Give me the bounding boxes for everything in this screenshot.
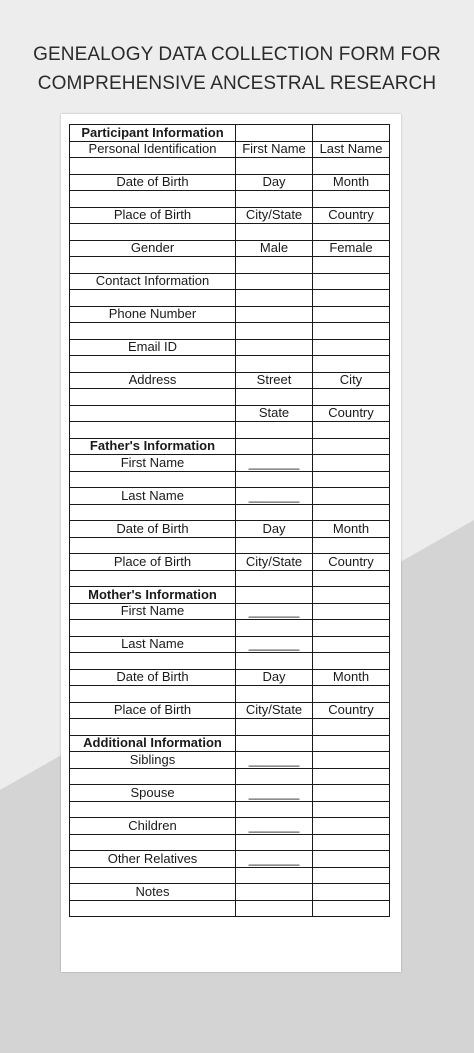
entry-cell[interactable]: [313, 801, 390, 818]
field-sub-label: Day: [236, 174, 313, 191]
field-sub-label[interactable]: [236, 884, 313, 901]
entry-cell[interactable]: [236, 504, 313, 521]
field-sub-label[interactable]: [313, 851, 390, 868]
entry-cell[interactable]: [236, 257, 313, 274]
entry-cell[interactable]: [70, 801, 236, 818]
field-sub-label[interactable]: [236, 273, 313, 290]
entry-cell[interactable]: [313, 768, 390, 785]
field-sub-label[interactable]: [313, 603, 390, 620]
entry-row: [70, 356, 390, 373]
field-label: Other Relatives: [70, 851, 236, 868]
entry-cell[interactable]: [313, 323, 390, 340]
entry-row: [70, 620, 390, 637]
entry-cell[interactable]: [236, 471, 313, 488]
field-row: [70, 636, 390, 653]
entry-row: [70, 389, 390, 406]
section-header-row: [70, 438, 390, 455]
entry-cell[interactable]: [236, 900, 313, 917]
entry-cell[interactable]: [313, 504, 390, 521]
entry-cell[interactable]: [236, 290, 313, 307]
entry-row: [70, 834, 390, 851]
field-row: [70, 603, 390, 620]
entry-row: [70, 257, 390, 274]
field-sub-label[interactable]: [236, 339, 313, 356]
field-row: [70, 339, 390, 356]
entry-cell[interactable]: [236, 620, 313, 637]
field-sub-label[interactable]: [313, 785, 390, 802]
field-label: Last Name: [70, 488, 236, 505]
entry-cell[interactable]: [313, 653, 390, 670]
entry-cell[interactable]: [236, 570, 313, 587]
entry-cell[interactable]: [313, 191, 390, 208]
entry-cell[interactable]: [313, 620, 390, 637]
section-title: Mother's Information: [70, 587, 236, 604]
entry-row: [70, 768, 390, 785]
entry-row: [70, 224, 390, 241]
field-sub-label[interactable]: [313, 306, 390, 323]
field-row: [70, 306, 390, 323]
field-row: [70, 818, 390, 835]
field-row: [70, 669, 390, 686]
field-sub-label: Month: [313, 669, 390, 686]
entry-cell[interactable]: [70, 504, 236, 521]
field-sub-label: Country: [313, 702, 390, 719]
field-label: Place of Birth: [70, 702, 236, 719]
entry-row: [70, 504, 390, 521]
field-sub-label[interactable]: [313, 884, 390, 901]
entry-cell[interactable]: [236, 158, 313, 175]
entry-cell[interactable]: [70, 719, 236, 736]
field-label: Spouse: [70, 785, 236, 802]
entry-row: [70, 191, 390, 208]
field-sub-label[interactable]: [313, 735, 390, 752]
field-sub-label[interactable]: [313, 339, 390, 356]
field-sub-label: Day: [236, 669, 313, 686]
field-label: Last Name: [70, 636, 236, 653]
entry-cell[interactable]: [70, 620, 236, 637]
field-row: [70, 488, 390, 505]
field-sub-label: Day: [236, 521, 313, 538]
field-sub-label: City/State: [236, 207, 313, 224]
entry-cell[interactable]: [70, 900, 236, 917]
field-label: Address: [70, 372, 236, 389]
field-label: Place of Birth: [70, 207, 236, 224]
entry-row: [70, 653, 390, 670]
field-label: Notes: [70, 884, 236, 901]
entry-cell[interactable]: [236, 834, 313, 851]
field-row: [70, 240, 390, 257]
entry-cell[interactable]: [236, 801, 313, 818]
entry-cell[interactable]: [313, 158, 390, 175]
entry-cell[interactable]: [236, 537, 313, 554]
section-header-row: [70, 587, 390, 604]
entry-cell[interactable]: [70, 768, 236, 785]
entry-cell[interactable]: [313, 537, 390, 554]
entry-cell[interactable]: [313, 422, 390, 439]
field-row: [70, 372, 390, 389]
field-label: Gender: [70, 240, 236, 257]
field-sub-label: _______: [236, 818, 313, 835]
entry-cell[interactable]: [70, 537, 236, 554]
field-sub-label[interactable]: [313, 587, 390, 604]
field-row: [70, 455, 390, 472]
entry-cell[interactable]: [236, 653, 313, 670]
title-line-1: GENEALOGY DATA COLLECTION FORM FOR: [33, 44, 441, 65]
field-sub-label: _______: [236, 785, 313, 802]
field-sub-label[interactable]: [236, 125, 313, 142]
entry-cell[interactable]: [70, 389, 236, 406]
entry-cell[interactable]: [236, 719, 313, 736]
field-label: Place of Birth: [70, 554, 236, 571]
entry-row: [70, 158, 390, 175]
field-sub-label: _______: [236, 752, 313, 769]
field-sub-label: Month: [313, 174, 390, 191]
field-sub-label: State: [236, 405, 313, 422]
field-label: Phone Number: [70, 306, 236, 323]
field-sub-label[interactable]: [313, 125, 390, 142]
entry-row: [70, 323, 390, 340]
entry-cell[interactable]: [236, 686, 313, 703]
entry-cell[interactable]: [236, 867, 313, 884]
genealogy-form-table: [69, 124, 390, 917]
field-sub-label: Street: [236, 372, 313, 389]
entry-row: [70, 686, 390, 703]
field-sub-label[interactable]: [236, 735, 313, 752]
entry-cell[interactable]: [236, 323, 313, 340]
field-sub-label: _______: [236, 851, 313, 868]
entry-cell[interactable]: [313, 834, 390, 851]
entry-row: [70, 900, 390, 917]
field-label: First Name: [70, 455, 236, 472]
entry-cell[interactable]: [70, 867, 236, 884]
entry-cell[interactable]: [70, 290, 236, 307]
section-header-row: [70, 125, 390, 142]
entry-row: [70, 867, 390, 884]
entry-cell[interactable]: [313, 867, 390, 884]
section-title: Participant Information: [70, 125, 236, 142]
entry-cell[interactable]: [313, 570, 390, 587]
field-label: Personal Identification: [70, 141, 236, 158]
field-label: Siblings: [70, 752, 236, 769]
field-sub-label: _______: [236, 603, 313, 620]
section-title: Additional Information: [70, 735, 236, 752]
field-sub-label: First Name: [236, 141, 313, 158]
entry-row: [70, 471, 390, 488]
field-row: [70, 273, 390, 290]
field-row: [70, 405, 390, 422]
field-sub-label[interactable]: [313, 752, 390, 769]
field-sub-label[interactable]: [313, 818, 390, 835]
entry-cell[interactable]: [70, 191, 236, 208]
field-sub-label: City/State: [236, 702, 313, 719]
page-title: [0, 40, 474, 98]
field-row: [70, 785, 390, 802]
field-sub-label: Female: [313, 240, 390, 257]
entry-cell[interactable]: [70, 257, 236, 274]
field-sub-label: _______: [236, 488, 313, 505]
entry-cell[interactable]: [313, 257, 390, 274]
field-sub-label[interactable]: [236, 587, 313, 604]
entry-cell[interactable]: [70, 471, 236, 488]
section-title: Father's Information: [70, 438, 236, 455]
entry-row: [70, 537, 390, 554]
entry-cell[interactable]: [313, 686, 390, 703]
entry-cell[interactable]: [70, 686, 236, 703]
entry-cell[interactable]: [70, 422, 236, 439]
entry-row: [70, 719, 390, 736]
entry-cell[interactable]: [70, 158, 236, 175]
entry-cell[interactable]: [236, 422, 313, 439]
field-sub-label: City/State: [236, 554, 313, 571]
entry-cell[interactable]: [70, 570, 236, 587]
field-label: Date of Birth: [70, 669, 236, 686]
field-sub-label: Last Name: [313, 141, 390, 158]
field-sub-label: _______: [236, 636, 313, 653]
entry-cell[interactable]: [313, 389, 390, 406]
entry-cell[interactable]: [313, 356, 390, 373]
field-sub-label: Country: [313, 405, 390, 422]
entry-cell[interactable]: [236, 768, 313, 785]
field-label: Date of Birth: [70, 521, 236, 538]
title-line-2: COMPREHENSIVE ANCESTRAL RESEARCH: [37, 73, 437, 94]
form-sheet: [61, 114, 401, 972]
field-sub-label[interactable]: [313, 488, 390, 505]
field-sub-label: _______: [236, 455, 313, 472]
field-sub-label: Male: [236, 240, 313, 257]
field-sub-label[interactable]: [236, 438, 313, 455]
field-row: [70, 884, 390, 901]
entry-cell[interactable]: [236, 191, 313, 208]
entry-cell[interactable]: [313, 719, 390, 736]
field-sub-label[interactable]: [313, 273, 390, 290]
entry-cell[interactable]: [236, 356, 313, 373]
section-header-row: [70, 735, 390, 752]
field-row: [70, 702, 390, 719]
field-row: [70, 141, 390, 158]
entry-cell[interactable]: [313, 224, 390, 241]
entry-cell[interactable]: [313, 471, 390, 488]
field-sub-label: Month: [313, 521, 390, 538]
field-sub-label: City: [313, 372, 390, 389]
entry-cell[interactable]: [70, 224, 236, 241]
entry-cell[interactable]: [236, 224, 313, 241]
field-sub-label[interactable]: [313, 455, 390, 472]
entry-row: [70, 570, 390, 587]
field-label: Email ID: [70, 339, 236, 356]
field-sub-label[interactable]: [313, 636, 390, 653]
entry-row: [70, 290, 390, 307]
entry-cell[interactable]: [70, 834, 236, 851]
field-sub-label[interactable]: [236, 306, 313, 323]
field-row: [70, 207, 390, 224]
field-row: [70, 174, 390, 191]
entry-cell[interactable]: [70, 653, 236, 670]
field-sub-label: Country: [313, 554, 390, 571]
field-label: Children: [70, 818, 236, 835]
entry-cell[interactable]: [236, 389, 313, 406]
field-sub-label[interactable]: [313, 438, 390, 455]
entry-cell[interactable]: [313, 900, 390, 917]
entry-row: [70, 801, 390, 818]
field-row: [70, 521, 390, 538]
field-row: [70, 752, 390, 769]
field-label: Date of Birth: [70, 174, 236, 191]
entry-cell[interactable]: [70, 323, 236, 340]
field-label: Contact Information: [70, 273, 236, 290]
entry-row: [70, 422, 390, 439]
field-row: [70, 851, 390, 868]
entry-cell[interactable]: [70, 356, 236, 373]
form-body: [70, 125, 390, 917]
field-row: [70, 554, 390, 571]
field-sub-label: Country: [313, 207, 390, 224]
field-label[interactable]: [70, 405, 236, 422]
field-label: First Name: [70, 603, 236, 620]
entry-cell[interactable]: [313, 290, 390, 307]
